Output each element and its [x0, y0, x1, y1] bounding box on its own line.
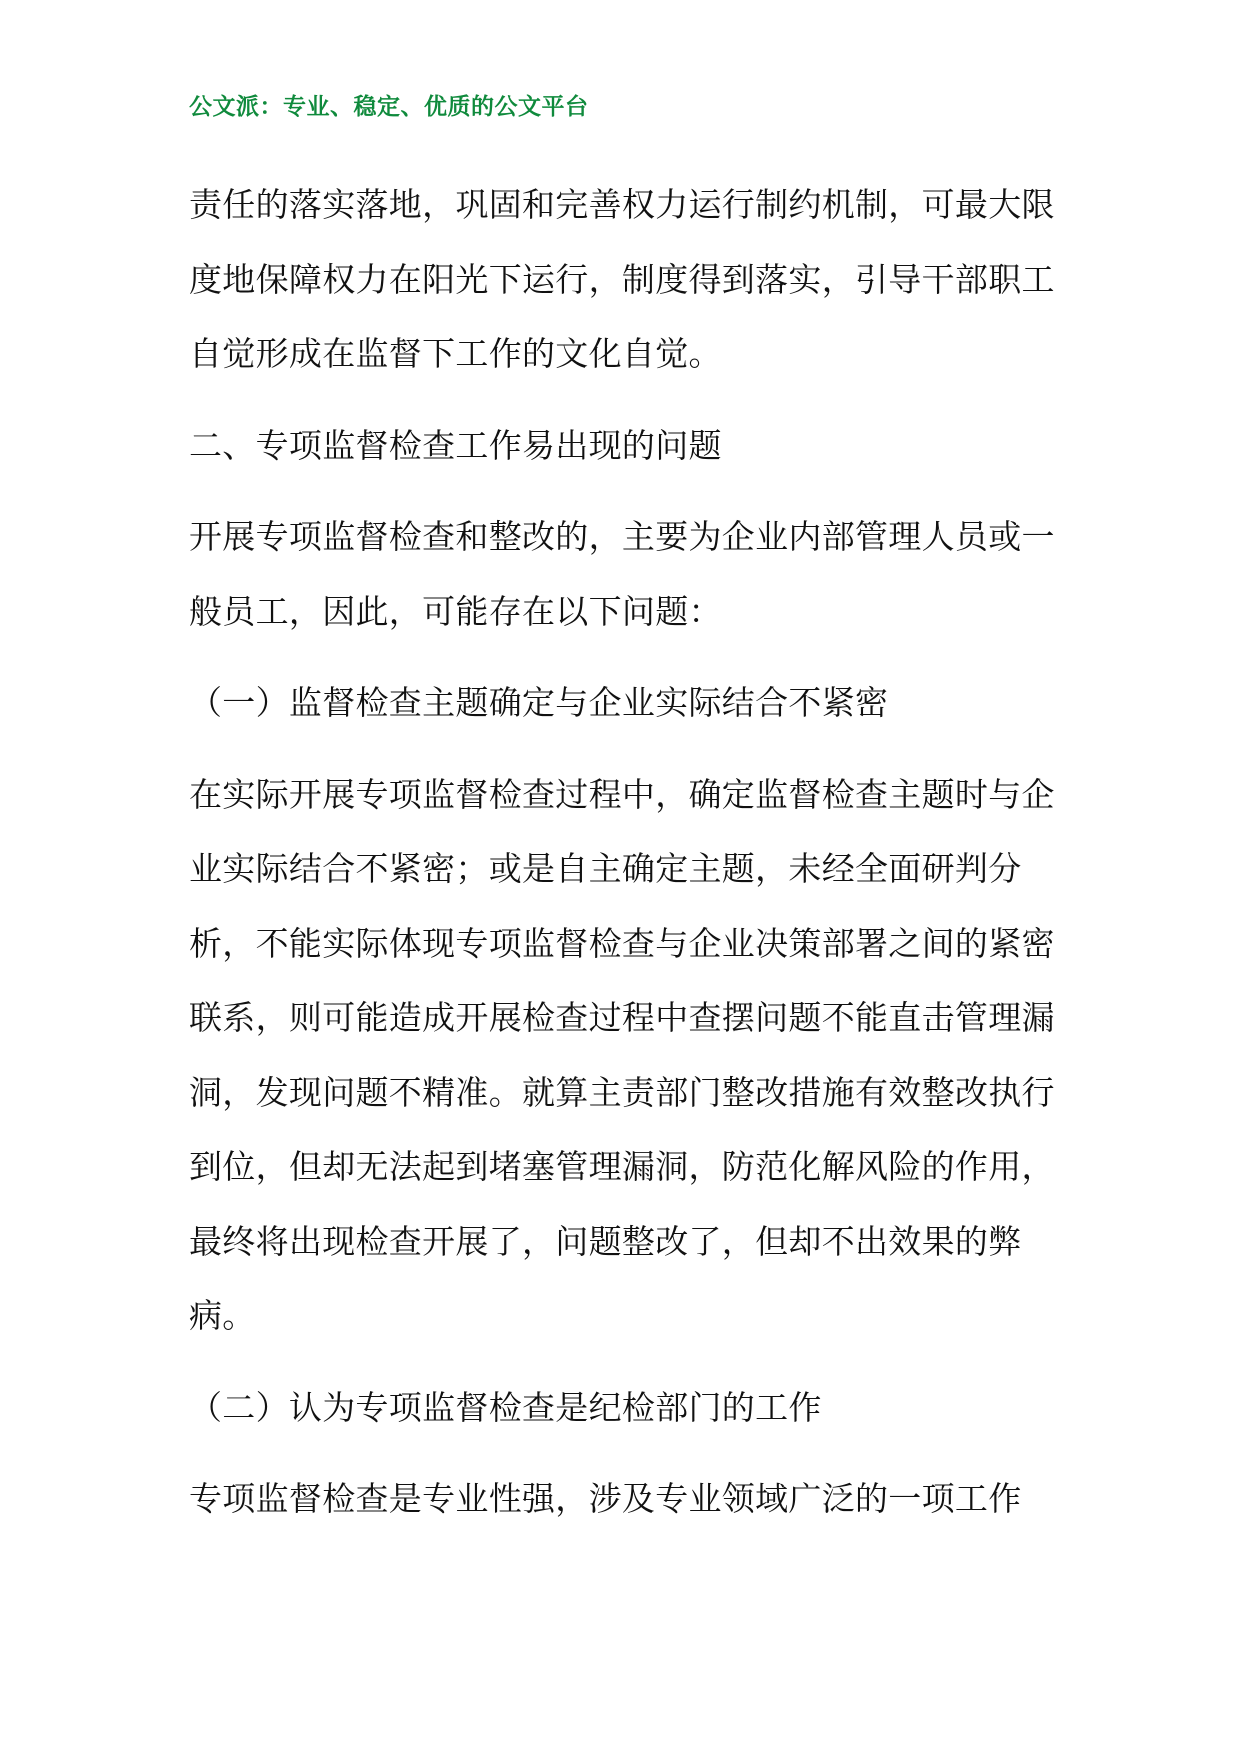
spacer	[189, 741, 1059, 758]
paragraph-possible-issues: 开展专项监督检查和整改的，主要为企业内部管理人员或一般员工，因此，可能存在以下问题：	[189, 517, 1055, 631]
spacer	[189, 1354, 1059, 1371]
document-body	[189, 168, 1059, 1537]
spacer	[189, 392, 1059, 409]
subheading-2-2: （二）认为专项监督检查是纪检部门的工作	[189, 1387, 822, 1427]
spacer	[189, 483, 1059, 500]
paragraph-professional-work: 专项监督检查是专业性强，涉及专业领域广泛的一项工作	[189, 1479, 1022, 1518]
site-banner: 公文派：专业、稳定、优质的公文平台	[189, 93, 589, 120]
section-heading-2: 二、专项监督检查工作易出现的问题	[189, 425, 722, 465]
spacer	[189, 649, 1059, 666]
paragraph-theme-mismatch: 在实际开展专项监督检查过程中，确定监督检查主题时与企业实际结合不紧密；或是自主确定主题，未经全面研判分析，不能实际体现专项监督检查与企业决策部署之间的紧密联系，则可能造成开展检查过程中查摆问题不能直击管理漏洞，发现问题不精准。就算主责部门整改措施有效整改执行到位，但却无法起到堵塞管理漏洞，防范化解风险的作用，最终将出现检查开展了，问题整改了，但却不出效果的弊病。	[189, 774, 1055, 1335]
spacer	[189, 1445, 1059, 1462]
subheading-2-1: （一）监督检查主题确定与企业实际结合不紧密	[189, 683, 889, 722]
paragraph-responsibility: 责任的落实落地，巩固和完善权力运行制约机制，可最大限度地保障权力在阳光下运行，制度得到落实，引导干部职工自觉形成在监督下工作的文化自觉。	[189, 185, 1055, 373]
